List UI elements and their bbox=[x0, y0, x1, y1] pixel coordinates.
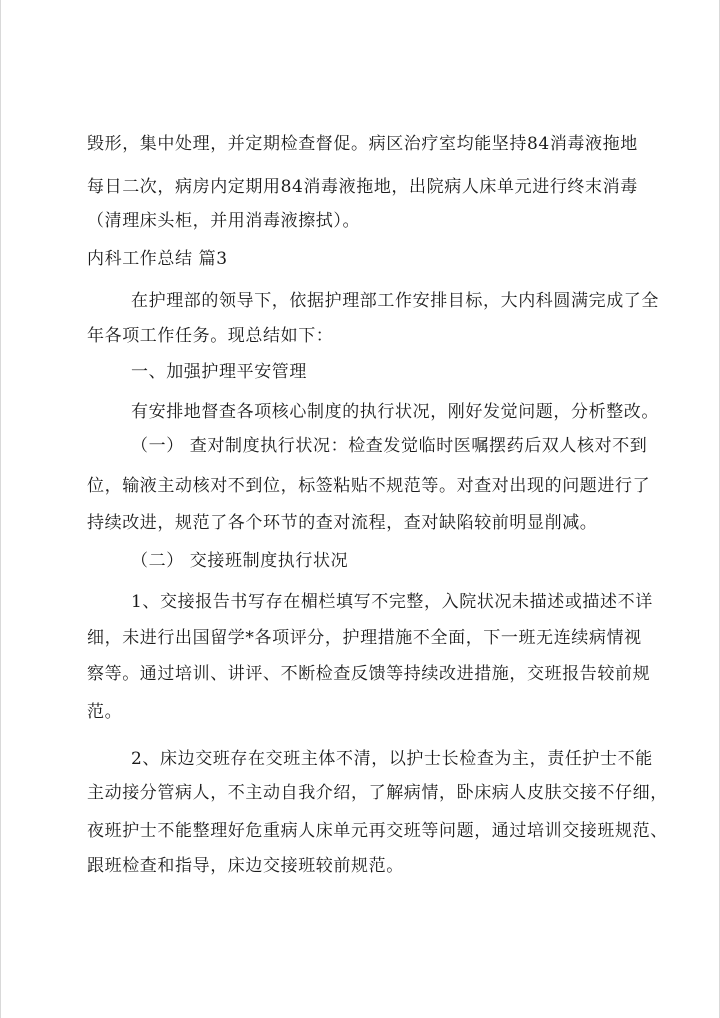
section-heading: 内科工作总结 篇3 bbox=[87, 249, 228, 269]
text-line: 每日二次，病房内定期用84消毒液拖地，出院病人床单元进行终末消毒 bbox=[87, 177, 638, 197]
text-line: 细，未进行出国留学*各项评分，护理措施不全面，下一班无连续病情视 bbox=[87, 628, 642, 648]
subheading: 一、加强护理平安管理 bbox=[131, 362, 307, 382]
subheading: （二） 交接班制度执行状况 bbox=[131, 551, 349, 571]
text-line: 跟班检查和指导，床边交接班较前规范。 bbox=[87, 856, 404, 876]
text-line: 有安排地督查各项核心制度的执行状况，刚好发觉问题，分析整改。 bbox=[131, 402, 659, 422]
text-line: 年各项工作任务。现总结如下： bbox=[87, 326, 334, 346]
text-line: 毁形，集中处理，并定期检查督促。病区治疗室均能坚持84消毒液拖地 bbox=[87, 134, 638, 154]
text-line: （一） 查对制度执行状况：检查发觉临时医嘱摆药后双人核对不到 bbox=[131, 436, 648, 456]
text-line: 范。 bbox=[87, 702, 123, 722]
text-line: 2、床边交班存在交班主体不清，以护士长检查为主，责任护士不能 bbox=[131, 749, 653, 769]
text-line: 1、交接报告书写存在楣栏填写不完整，入院状况未描述或描述不详 bbox=[131, 592, 653, 612]
text-line: 主动接分管病人，不主动自我介绍，了解病情，卧床病人皮肤交接不仔细， bbox=[87, 783, 668, 803]
text-line: （清理床头柜，并用消毒液擦拭）。 bbox=[87, 211, 361, 231]
text-line: 在护理部的领导下，依据护理部工作安排目标，大内科圆满完成了全 bbox=[131, 291, 659, 311]
text-line: 察等。通过培训、讲评、不断检查反馈等持续改进措施，交班报告较前规 bbox=[87, 664, 651, 684]
text-line: 夜班护士不能整理好危重病人床单元再交班等问题，通过培训交接班规范、 bbox=[87, 821, 668, 841]
text-line: 持续改进，规范了各个环节的查对流程，查对缺陷较前明显削减。 bbox=[87, 513, 598, 533]
text-line: 位，输液主动核对不到位，标签粘贴不规范等。对查对出现的问题进行了 bbox=[87, 476, 651, 496]
